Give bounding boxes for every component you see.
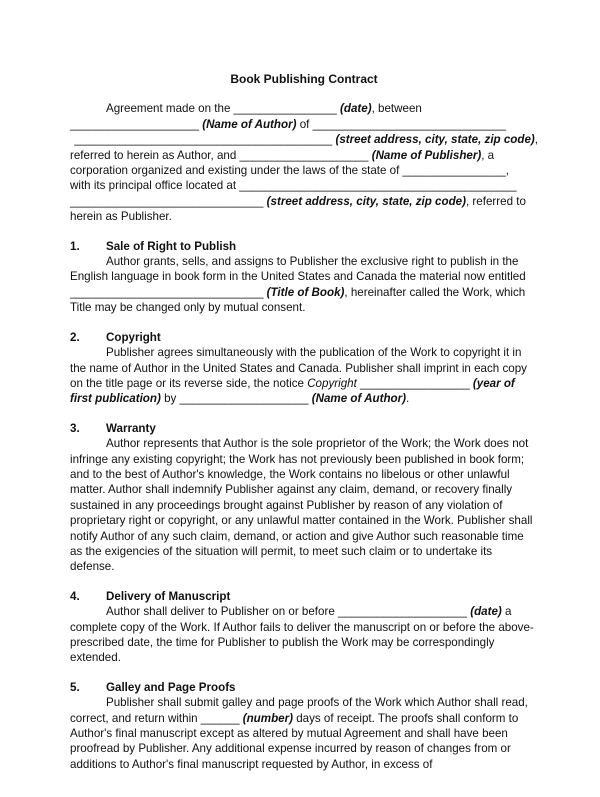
author-name-label: (Name of Author) bbox=[311, 392, 406, 406]
intro-text: , bbox=[534, 133, 538, 147]
publisher-name-label: (Name of Publisher) bbox=[371, 148, 482, 162]
intro-text: , referred to bbox=[465, 194, 526, 208]
intro-text: ________________________________________ bbox=[74, 133, 333, 147]
intro-text: with its principal office located at ___________________________________________ bbox=[70, 179, 517, 193]
copyright-word: Copyright bbox=[307, 376, 357, 390]
section-body: Author grants, sells, and assigns to Publisher the exclusive right to publish in the English language in book form in the United States and Canada the material now entitled ______________________________ (Title of Book), hereinafter called the Work, which Title may be changed only by mutual consent. bbox=[70, 255, 526, 315]
section-title: Delivery of Manuscript bbox=[106, 589, 231, 603]
section-heading bbox=[70, 239, 538, 254]
section-title: Sale of Right to Publish bbox=[106, 239, 237, 253]
intro-text: of ______________________________ bbox=[299, 117, 507, 131]
section-body: Author represents that Author is the sole proprietor of the Work; the Work does not infringe any existing copyright; the Work has not previously been published in book form; and to the best of Author's knowledge, the Work contains no libelous or other unlawful matter. Author shall indemnify Publisher against any claim, demand, or recovery finally sustained in any proceedings brought against Publisher by reason of any violation of proprietary right or copyright, or any unlawful matter contained in the Work. Publisher shall notify Author of any such claim, demand, or action and give Author such reasonable time as the exigencies of the situation will permit, to meet such claim or to undertake its defense. bbox=[70, 437, 533, 574]
section-title: Galley and Page Proofs bbox=[106, 680, 236, 694]
intro-paragraph bbox=[70, 101, 538, 224]
section-body: Publisher agrees simultaneously with the publication of the Work to copyright it in the name of Author in the United States and Canada. Publisher shall imprint in each copy on the title page or its reverse side, the notice Copyright _________________ (year of first publication) by ____________________ (Name of Author). bbox=[70, 346, 527, 406]
date-label: (date) bbox=[470, 605, 502, 619]
section-copyright bbox=[70, 330, 538, 407]
section-number: 2. bbox=[70, 330, 80, 344]
author-name-label: (Name of Author) bbox=[202, 117, 297, 131]
section-heading bbox=[70, 421, 538, 436]
section-number: 5. bbox=[70, 680, 80, 694]
title-of-book-label: (Title of Book) bbox=[266, 285, 345, 299]
intro-text: , between bbox=[371, 102, 422, 116]
number-label: (number) bbox=[242, 711, 293, 725]
year-label: (year of first publication) bbox=[70, 376, 515, 406]
section-heading bbox=[70, 680, 538, 695]
intro-text: Agreement made on the ________________ bbox=[106, 102, 337, 116]
intro-text: herein as Publisher. bbox=[70, 210, 172, 224]
section-sale-of-right bbox=[70, 239, 538, 316]
intro-text: ____________________ bbox=[70, 117, 199, 131]
intro-text: referred to herein as Author, and ____________________ bbox=[70, 148, 369, 162]
date-label: (date) bbox=[340, 102, 372, 116]
section-number: 3. bbox=[70, 421, 80, 435]
document-title: Book Publishing Contract bbox=[230, 72, 378, 86]
intro-text: corporation organized and existing under the laws of the state of ________________, bbox=[70, 164, 509, 178]
section-proofs bbox=[70, 680, 538, 772]
section-number: 1. bbox=[70, 239, 80, 253]
section-body: Author shall deliver to Publisher on or before ____________________ (date) a complete copy of the Work. If Author fails to deliver the manuscript on or before the above-prescribed date, the time for Publisher to publish the Work may be correspondingly extended. bbox=[70, 605, 534, 665]
section-number: 4. bbox=[70, 589, 80, 603]
intro-text: , a bbox=[481, 148, 495, 162]
section-title: Copyright bbox=[106, 330, 161, 344]
address-label: (street address, city, state, zip code) bbox=[266, 194, 466, 208]
address-label: (street address, city, state, zip code) bbox=[335, 133, 535, 147]
section-heading bbox=[70, 589, 538, 604]
section-heading bbox=[70, 330, 538, 345]
section-warranty bbox=[70, 421, 538, 575]
section-delivery bbox=[70, 589, 538, 666]
section-body: Publisher shall submit galley and page proofs of the Work which Author shall read, correct, and return within ______ (number) days of receipt. The proofs shall conform to Author's final manuscript except as altered by mutual Agreement and shall have been proofread by Publisher. Any additional expense incurred by reason of changes from or additions to Author's final manuscript requested by Author, in excess of bbox=[70, 696, 528, 771]
intro-text: ______________________________ bbox=[70, 194, 264, 208]
section-title: Warranty bbox=[106, 421, 156, 435]
